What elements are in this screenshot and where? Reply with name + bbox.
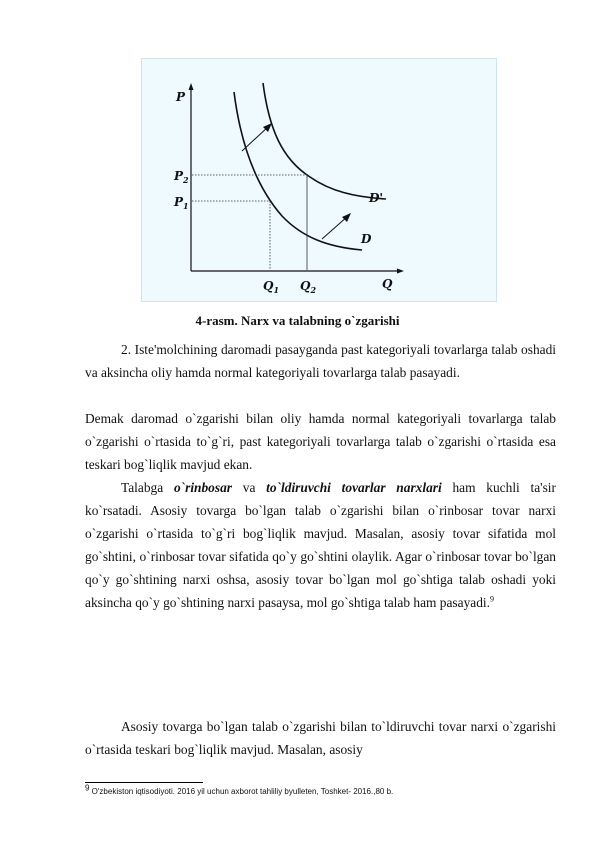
paragraph-3-start: Talabga [121, 480, 174, 495]
demand-curve-d [234, 92, 362, 250]
p1-label: $P_1$ [174, 195, 189, 211]
footnote-divider [85, 782, 203, 783]
demand-shift-figure [141, 58, 497, 302]
q2-label: $Q_2$ [300, 279, 317, 295]
p-axis-arrow [189, 83, 194, 90]
paragraph-4: Asosiy tovarga bo`lgan talab o`zgarishi bilan to`ldiruvchi tovar narxi o`zgarishi o`rtasida teskari bog`liqlik mavjud. Masalan, asosiy [85, 719, 556, 757]
q-axis-arrow [397, 269, 404, 274]
footnote-ref[interactable]: 9 [489, 594, 494, 604]
q1-label: $Q_1$ [263, 279, 280, 295]
shift-arrow-lower [322, 216, 348, 239]
paragraph-1: 2. Iste'molchining daromadi pasayganda past kategoriyali tovarlarga talab oshadi va aksincha oliy hamda normal kategoriyali tovarlarga talab pasayadi. [85, 342, 556, 380]
d-label: D [361, 232, 372, 246]
p2-label: $P_2$ [174, 169, 189, 185]
paragraph-2: Demak daromad o`zgarishi bilan oliy hamda normal kategoriyali tovarlarga talab o`zgarishi o`rtasida to`g`ri, past kategoriyali tovarlarga talab o`zgarishi o`rtasida esa teskari bog`liqlik mavjud ekan. [85, 411, 556, 472]
demand-graph [142, 59, 498, 303]
demand-curve-d-prime [263, 83, 386, 199]
term-substitute: o`rinbosar [173, 480, 232, 495]
figure-caption: 4-rasm. Narx va talabning o`zgarishi [195, 313, 400, 328]
footnote-number: 9 [85, 783, 90, 793]
p-axis-label: P [176, 90, 186, 104]
footnote-text: O'zbekiston iqtisodiyoti. 2016 yil uchun axborot tahliliy byulleten, Toshket- 2016.,80 b. [89, 787, 394, 796]
term-complement-prices: to`ldiruvchi tovarlar narxlari [266, 480, 442, 495]
paragraph-3 [85, 476, 556, 614]
shift-arrow-upper [242, 126, 269, 151]
footnote [85, 783, 556, 798]
paragraph-3-mid: va [232, 480, 267, 495]
d-prime-label: D' [369, 191, 384, 205]
paragraph-3-end: ham kuchli ta'sir ko`rsatadi. Asosiy tovarga bo`lgan talab o`zgarishi bilan o`rinbosar tovar narxi o`zgarishi o`rtasida to`g`ri bog`liqlik mavjud. Masalan, asosiy tovar sifatida mol go`shtini, o`rinbosar tovar sifatida qo`y go`shtini olaylik. Agar o`rinbosar tovar bo`lgan qo`y go`shtining narxi oshsa, asosiy tovar bo`lgan mol go`shtiga talab oshadi yoki aksincha qo`y go`shtining narxi pasaysa, mol go`shtiga talab ham pasayadi. [85, 480, 556, 610]
q-axis-label: Q [382, 277, 393, 291]
